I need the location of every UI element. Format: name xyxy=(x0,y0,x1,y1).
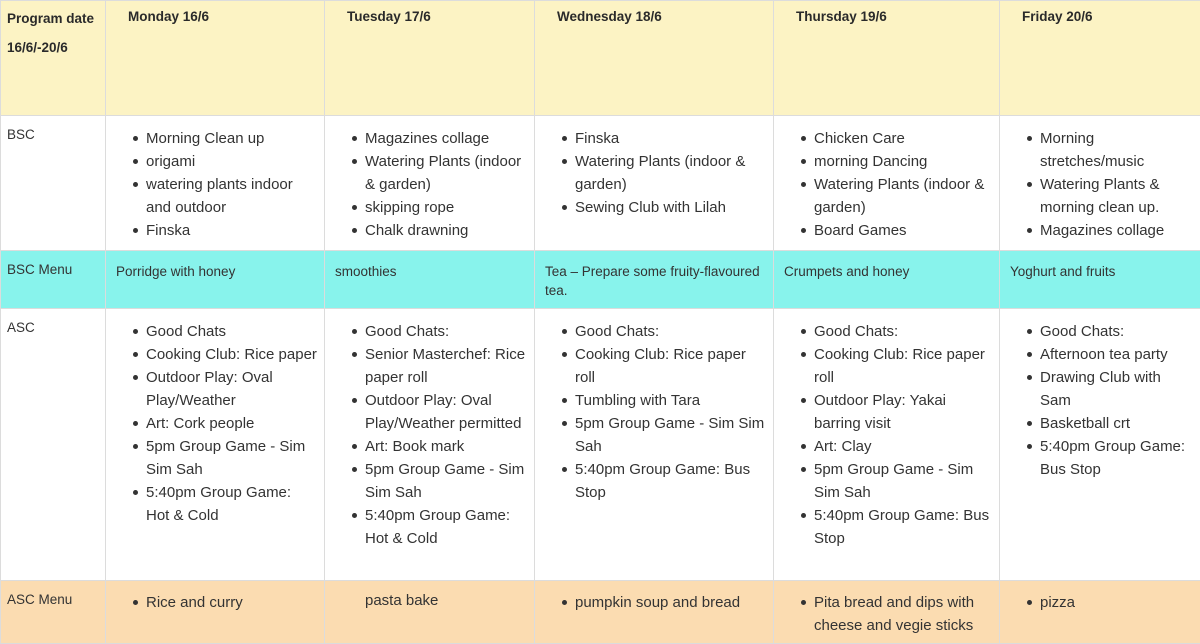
asc-friday-list xyxy=(1000,309,1200,481)
bsc-thursday-cell xyxy=(774,116,1000,251)
list-item: morning Dancing xyxy=(814,150,993,173)
list-item: Good Chats: xyxy=(575,320,767,343)
bsc-monday-cell xyxy=(106,116,325,251)
list-item: Morning Clean up xyxy=(146,127,318,150)
asc-menu-label: ASC Menu xyxy=(1,581,105,607)
asc-menu-friday xyxy=(1000,581,1200,644)
bsc-label-cell xyxy=(1,116,106,251)
list-item: Watering Plants & morning clean up. xyxy=(1040,173,1194,219)
bsc-menu-label-cell xyxy=(1,251,106,309)
asc-friday-cell xyxy=(1000,309,1200,581)
asc-menu-wednesday-list xyxy=(535,581,773,614)
bsc-menu-thursday: Crumpets and honey xyxy=(774,251,1000,309)
list-item: Cooking Club: Rice paper xyxy=(146,343,318,366)
day-header-wednesday: Wednesday 18/6 xyxy=(535,1,774,116)
bsc-wednesday-cell xyxy=(535,116,774,251)
list-item: Chicken Care xyxy=(814,127,993,150)
list-item: Good Chats: xyxy=(1040,320,1194,343)
asc-tuesday-list xyxy=(325,309,534,550)
list-item: Finska xyxy=(146,219,318,242)
list-item: 5:40pm Group Game: Hot & Cold xyxy=(365,504,528,550)
list-item: Board Games xyxy=(814,219,993,242)
asc-tuesday-cell xyxy=(325,309,535,581)
list-item: Watering Plants (indoor & garden) xyxy=(365,150,528,196)
list-item: pizza xyxy=(1040,591,1194,614)
list-item: origami xyxy=(146,150,318,173)
list-item: 5:40pm Group Game: Bus Stop xyxy=(575,458,767,504)
list-item: Afternoon tea party xyxy=(1040,343,1194,366)
list-item: Art: Book mark xyxy=(365,435,528,458)
program-date-label: Program date xyxy=(7,11,94,26)
list-item: Sewing Club with Lilah xyxy=(575,196,767,219)
list-item: 5:40pm Group Game: Hot & Cold xyxy=(146,481,318,527)
list-item: Cooking Club: Rice paper roll xyxy=(814,343,993,389)
asc-monday-cell xyxy=(106,309,325,581)
bsc-tuesday-cell xyxy=(325,116,535,251)
list-item: Chalk drawning xyxy=(365,219,528,242)
list-item: Outdoor Play: Oval Play/Weather permitted xyxy=(365,389,528,435)
bsc-menu-tuesday: smoothies xyxy=(325,251,535,309)
asc-menu-tuesday: pasta bake xyxy=(325,581,535,644)
day-header-tuesday: Tuesday 17/6 xyxy=(325,1,535,116)
list-item: 5pm Group Game - Sim Sim Sah xyxy=(365,458,528,504)
list-item: Pita bread and dips with cheese and vegie sticks xyxy=(814,591,993,637)
list-item: Good Chats: xyxy=(814,320,993,343)
program-date-cell xyxy=(1,1,106,116)
bsc-monday-list xyxy=(106,116,324,242)
list-item: Tumbling with Tara xyxy=(575,389,767,412)
bsc-menu-label: BSC Menu xyxy=(1,251,105,277)
asc-menu-monday-list xyxy=(106,581,324,614)
list-item: Good Chats xyxy=(146,320,318,343)
asc-row xyxy=(1,309,1200,581)
program-date-range: 16/6/-20/6 xyxy=(7,38,99,58)
bsc-menu-friday: Yoghurt and fruits xyxy=(1000,251,1200,309)
list-item: Senior Masterchef: Rice paper roll xyxy=(365,343,528,389)
asc-menu-label-cell xyxy=(1,581,106,644)
list-item: Watering Plants (indoor & garden) xyxy=(575,150,767,196)
list-item: skipping rope xyxy=(365,196,528,219)
day-header-friday: Friday 20/6 xyxy=(1000,1,1200,116)
list-item: Finska xyxy=(575,127,767,150)
asc-thursday-list xyxy=(774,309,999,550)
list-item: Outdoor Play: Yakai barring visit xyxy=(814,389,993,435)
bsc-row xyxy=(1,116,1200,251)
bsc-wednesday-list xyxy=(535,116,773,219)
list-item: Watering Plants (indoor & garden) xyxy=(814,173,993,219)
asc-menu-thursday-list xyxy=(774,581,999,637)
bsc-label: BSC xyxy=(1,116,105,142)
bsc-menu-wednesday: Tea – Prepare some fruity-flavoured tea. xyxy=(535,251,774,309)
list-item: 5pm Group Game - Sim Sim Sah xyxy=(146,435,318,481)
bsc-friday-list xyxy=(1000,116,1200,242)
bsc-friday-cell xyxy=(1000,116,1200,251)
asc-menu-row xyxy=(1,581,1200,644)
header-row xyxy=(1,1,1200,116)
list-item: Magazines collage xyxy=(1040,219,1194,242)
bsc-tuesday-list xyxy=(325,116,534,242)
asc-wednesday-cell xyxy=(535,309,774,581)
list-item: 5pm Group Game - Sim Sim Sah xyxy=(814,458,993,504)
bsc-menu-monday: Porridge with honey xyxy=(106,251,325,309)
asc-menu-monday xyxy=(106,581,325,644)
bsc-thursday-list xyxy=(774,116,999,242)
list-item: Rice and curry xyxy=(146,591,318,614)
asc-thursday-cell xyxy=(774,309,1000,581)
list-item: watering plants indoor and outdoor xyxy=(146,173,318,219)
list-item: 5:40pm Group Game: Bus Stop xyxy=(1040,435,1194,481)
list-item: Cooking Club: Rice paper roll xyxy=(575,343,767,389)
list-item: Art: Clay xyxy=(814,435,993,458)
list-item: Morning stretches/music xyxy=(1040,127,1194,173)
list-item: Drawing Club with Sam xyxy=(1040,366,1194,412)
asc-menu-thursday xyxy=(774,581,1000,644)
asc-monday-list xyxy=(106,309,324,527)
asc-menu-friday-list xyxy=(1000,581,1200,614)
list-item: 5pm Group Game - Sim Sim Sah xyxy=(575,412,767,458)
list-item: Basketball crt xyxy=(1040,412,1194,435)
asc-label: ASC xyxy=(1,309,105,335)
day-header-monday: Monday 16/6 xyxy=(106,1,325,116)
list-item: Good Chats: xyxy=(365,320,528,343)
list-item: Art: Cork people xyxy=(146,412,318,435)
day-header-thursday: Thursday 19/6 xyxy=(774,1,1000,116)
asc-menu-wednesday xyxy=(535,581,774,644)
list-item: Outdoor Play: Oval Play/Weather xyxy=(146,366,318,412)
asc-label-cell xyxy=(1,309,106,581)
bsc-menu-row xyxy=(1,251,1200,309)
list-item: Magazines collage xyxy=(365,127,528,150)
list-item: 5:40pm Group Game: Bus Stop xyxy=(814,504,993,550)
list-item: pumpkin soup and bread xyxy=(575,591,767,614)
asc-wednesday-list xyxy=(535,309,773,504)
